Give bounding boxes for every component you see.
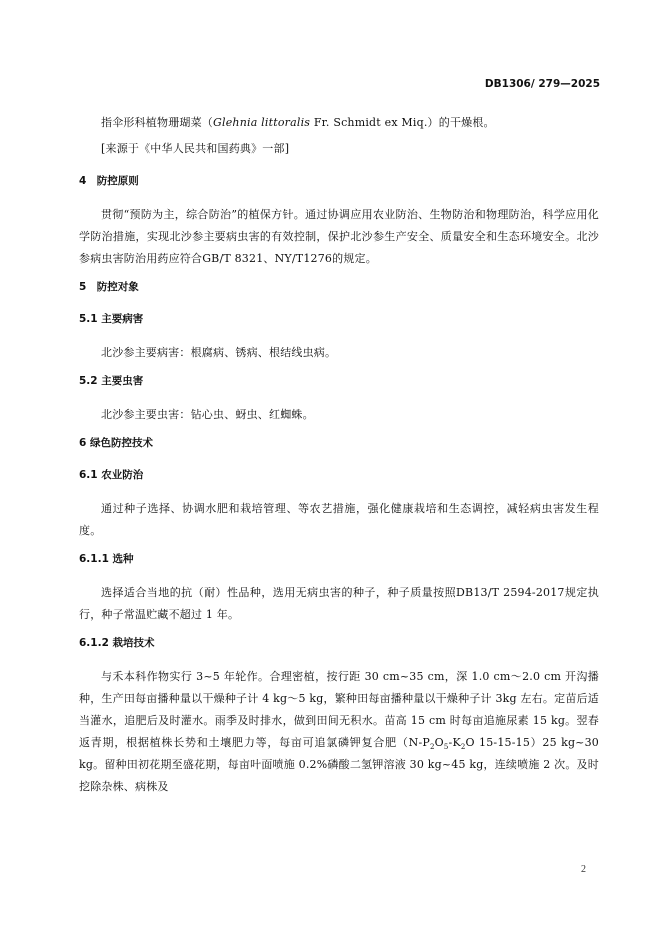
document-code: DB1306/ 279—2025 bbox=[484, 78, 600, 90]
page-number: 2 bbox=[581, 864, 586, 875]
section-5-heading: 5 防控对象 bbox=[79, 281, 139, 293]
section-5-2-text: 北沙参主要虫害：钻心虫、蚜虫、红蜘蛛。 bbox=[101, 408, 314, 421]
section-5-1-text: 北沙参主要病害：根腐病、锈病、根结线虫病。 bbox=[101, 346, 337, 359]
text-part: O bbox=[434, 736, 444, 749]
subscript: 2 bbox=[430, 743, 435, 752]
definition-source: [来源于《中华人民共和国药典》一部] bbox=[101, 142, 290, 155]
text-part: -K bbox=[448, 736, 461, 749]
section-6-1-2-text bbox=[79, 666, 599, 798]
section-6-1-1-heading: 6.1.1 选种 bbox=[79, 553, 134, 565]
section-6-1-2-heading: 6.1.2 栽培技术 bbox=[79, 637, 155, 649]
section-6-1-heading: 6.1 农业防治 bbox=[79, 469, 144, 481]
definition-suffix: Fr. Schmidt ex Miq.）的干燥根。 bbox=[310, 116, 495, 129]
section-5-1-heading: 5.1 主要病害 bbox=[79, 313, 144, 325]
subscript: 2 bbox=[460, 743, 466, 752]
subscript: 5 bbox=[443, 743, 449, 752]
section-6-heading: 6 绿色防控技术 bbox=[79, 437, 153, 449]
section-4-text: 贯彻“预防为主，综合防治”的植保方针。通过协调应用农业防治、生物防治和物理防治，科学应用化学防治措施，实现北沙参主要病虫害的有效控制，保护北沙参生产安全、质量安全和生态环境安全。北沙参病虫害防治用药应符合GB/T 8321、NY/T1276的规定。 bbox=[79, 208, 599, 265]
section-4-heading: 4 防控原则 bbox=[79, 175, 139, 187]
section-6-1-1-text: 选择适合当地的抗（耐）性品种，选用无病虫害的种子，种子质量按照DB13/T 2594-2017规定执行，种子常温贮藏不超过 1 年。 bbox=[79, 586, 599, 621]
section-5-2-heading: 5.2 主要虫害 bbox=[79, 375, 144, 387]
section-6-1-text: 通过种子选择、协调水肥和栽培管理、等农艺措施，强化健康栽培和生态调控，减轻病虫害发生程度。 bbox=[79, 502, 599, 537]
definition-prefix: 指伞形科植物珊瑚菜（ bbox=[101, 116, 213, 129]
latin-name: Glehnia littoralis bbox=[213, 116, 311, 129]
text-part: 与禾本科作物实行 3~5 年轮作。合理密植，按行距 30 cm~35 cm，深 1.0 cm～2.0 cm 开沟播种，生产田每亩播种量以干燥种子计 4 kg～5 kg，繁种田每亩播种量以干燥种子计 3kg 左右。定苗后适当灌水，追肥后及时灌水。雨季及时排水，做到田间无积水。苗高 15 cm 时每亩追施尿素 15 kg。翌春返青期，根据植株长势和土壤肥力等，每亩可追氯磷钾复合肥（N-P bbox=[79, 670, 599, 749]
document-body bbox=[79, 112, 599, 806]
text-part: O 15-15-15）25 kg~30 kg。留种田初花期至盛花期，每亩叶面喷施 0.2%磷酸二氢钾溶液 30 kg~45 kg，连续喷施 2 次。及时挖除杂株、病株及 bbox=[79, 736, 599, 793]
definition-paragraph bbox=[79, 112, 599, 134]
